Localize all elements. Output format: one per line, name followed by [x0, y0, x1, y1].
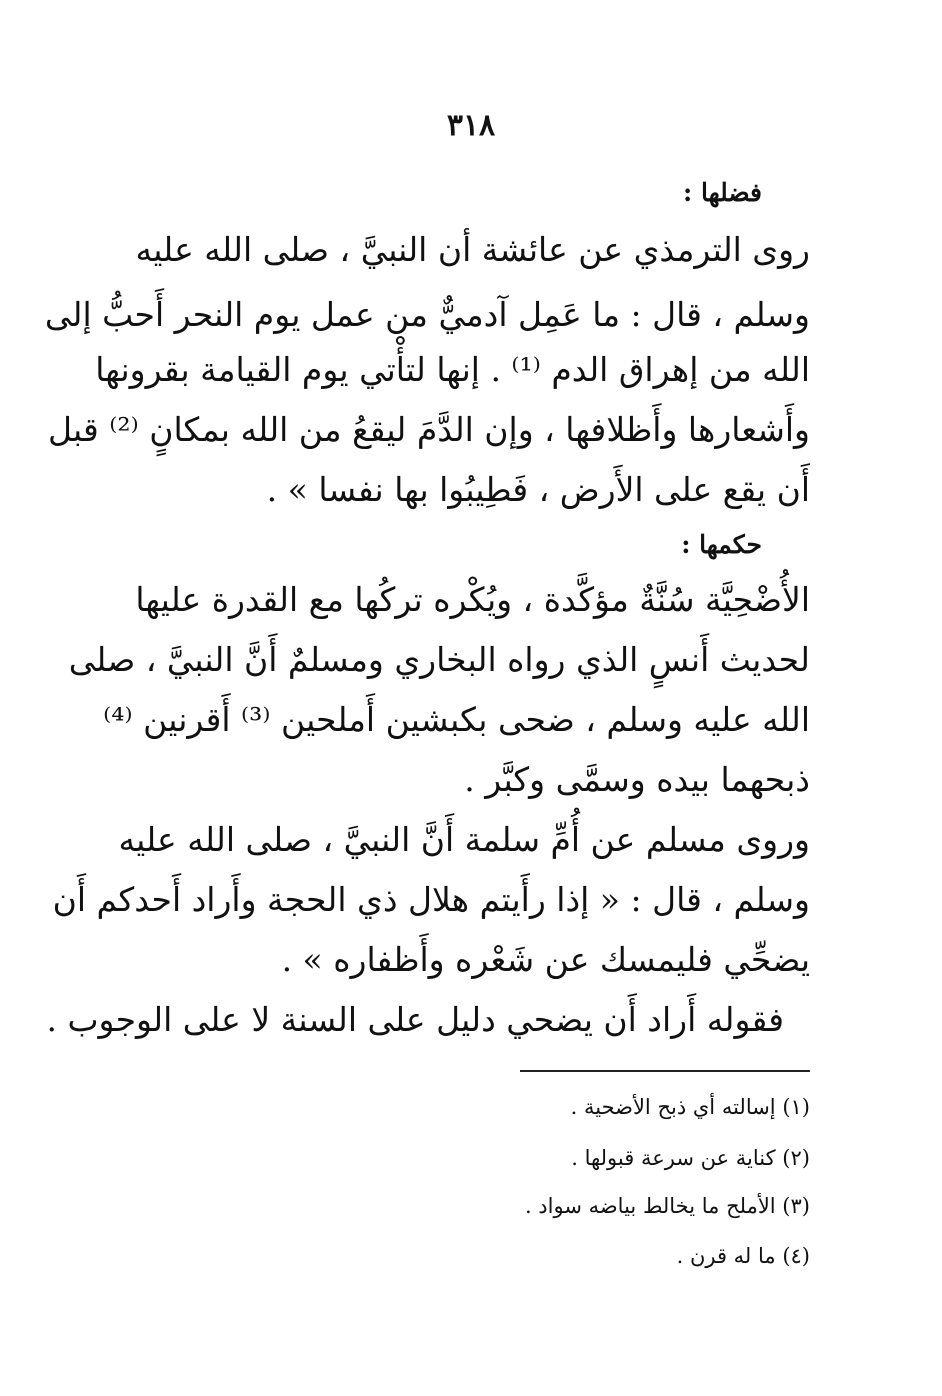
text-line: وأَشعارها وأَظلافها ، وإن الدَّمَ ليقعُ من الله بمكانٍ ⁽²⁾ قبل — [48, 410, 810, 449]
text-line: فقوله أَراد أَن يضحي دليل على السنة لا على الوجوب . — [46, 1000, 784, 1039]
text-line: روى الترمذي عن عائشة أن النبيَّ ، صلى الله عليه — [135, 230, 810, 269]
footnote-3: (٣) الأملح ما يخالط بياضه سواد . — [524, 1194, 810, 1218]
section-heading-ruling: حكمها : — [681, 530, 762, 559]
text-line: وسلم ، قال : ما عَمِل آدميٌّ من عمل يوم النحر أَحبُّ إلى — [44, 295, 810, 334]
footnote-1: (١) إسالته أي ذبح الأضحية . — [570, 1095, 810, 1119]
text-line: الله عليه وسلم ، ضحى بكبشين أَملحين ⁽³⁾ أَقرنين ⁽⁴⁾ — [103, 700, 810, 739]
text-line: ذبحهما بيده وسمَّى وكبَّر . — [464, 760, 810, 799]
text-line: وروى مسلم عن أُمِّ سلمة أَنَّ النبيَّ ، صلى الله عليه — [118, 820, 810, 859]
footnote-4: (٤) ما له قرن . — [676, 1244, 810, 1268]
text-line: يضحِّي فليمسك عن شَعْره وأَظفاره » . — [281, 940, 810, 979]
text-line: لحديث أَنسٍ الذي رواه البخاري ومسلمٌ أَنَّ النبيَّ ، صلى — [68, 640, 810, 679]
section-heading-virtue: فضلها : — [683, 178, 762, 207]
text-line: الله من إهراق الدم ⁽¹⁾ . إنها لتأْتي يوم القيامة بقرونها — [95, 350, 810, 389]
text-line: وسلم ، قال : « إذا رأَيتم هلال ذي الحجة وأَراد أَحدكم أَن — [52, 880, 810, 919]
text-line: أَن يقع على الأَرض ، فَطِيبُوا بها نفسا » . — [266, 470, 810, 509]
footnote-2: (٢) كناية عن سرعة قبولها . — [571, 1146, 810, 1170]
text-line: الأُضْحِيَّة سُنَّةٌ مؤكَّدة ، ويُكْره تركُها مع القدرة عليها — [135, 580, 810, 619]
footnote-separator — [520, 1070, 810, 1072]
page-number: ٣١٨ — [446, 108, 496, 143]
